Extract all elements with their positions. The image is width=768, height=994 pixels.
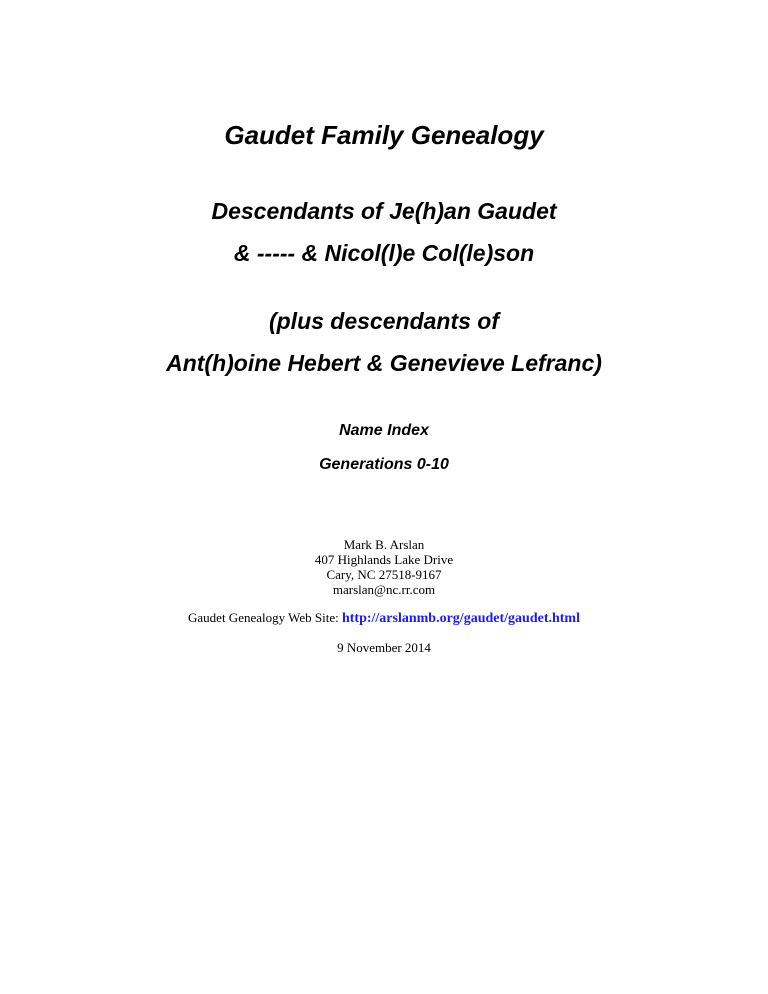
website-label: Gaudet Genealogy Web Site: — [188, 610, 342, 625]
descendants-heading-line-2: & ----- & Nicol(l)e Col(le)son — [233, 240, 535, 266]
generations-label: Generations 0-10 — [319, 456, 449, 473]
document-title: Gaudet Family Genealogy — [224, 120, 544, 150]
website-link[interactable]: http://arslanmb.org/gaudet/gaudet.html — [341, 611, 580, 626]
author-street: 407 Highlands Lake Drive — [314, 552, 454, 567]
plus-descendants-line-1: (plus descendants of — [268, 308, 500, 334]
author-city: Cary, NC 27518-9167 — [326, 567, 442, 582]
website-line — [0, 610, 768, 627]
document-date: 9 November 2014 — [337, 640, 431, 655]
author-email: marslan@nc.rr.com — [332, 582, 436, 597]
index-title: Name Index — [339, 422, 429, 439]
author-name: Mark B. Arslan — [343, 537, 425, 552]
plus-descendants-line-2: Ant(h)oine Hebert & Genevieve Lefranc) — [166, 350, 602, 376]
descendants-heading-line-1: Descendants of Je(h)an Gaudet — [211, 198, 557, 224]
